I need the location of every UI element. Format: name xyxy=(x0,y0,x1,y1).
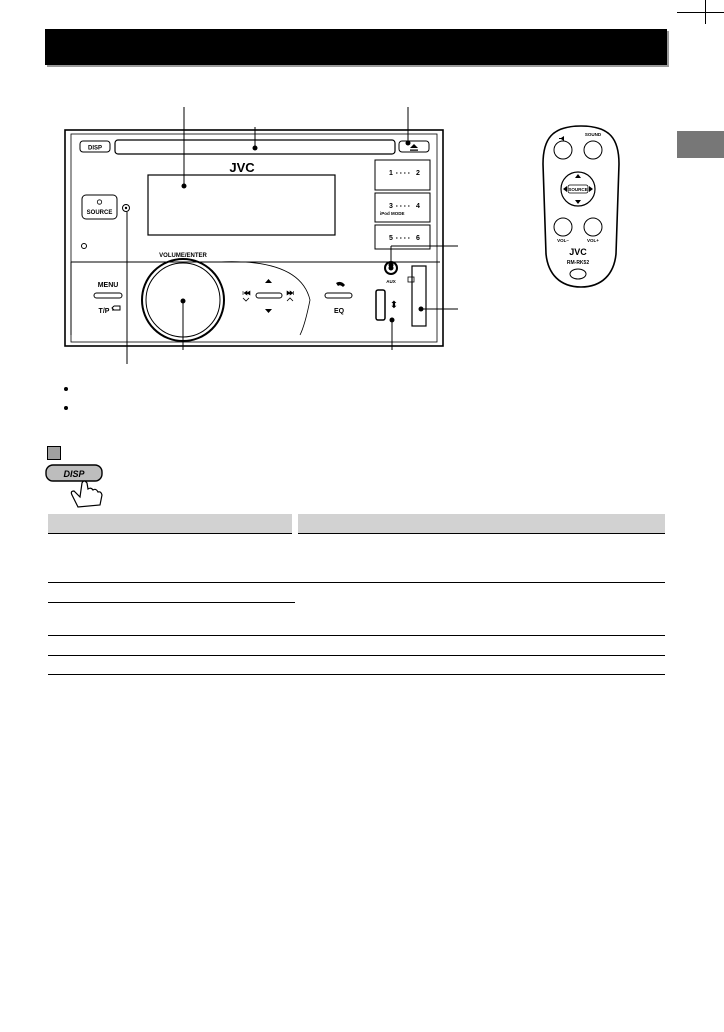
remote-controller xyxy=(540,124,622,290)
table-row xyxy=(48,656,665,675)
table-cell xyxy=(48,603,295,636)
sd-card-slot xyxy=(412,266,426,326)
nav-center-button xyxy=(256,293,282,298)
pointing-hand-icon xyxy=(71,481,102,507)
table-cell xyxy=(48,636,295,656)
preset-label-2: 2 xyxy=(416,170,420,177)
preset-label-5: 5 xyxy=(389,235,393,242)
table-cell xyxy=(48,583,295,603)
remote-source-label: SOURCE xyxy=(568,187,588,192)
sound-button xyxy=(584,141,602,159)
sd-icon xyxy=(408,277,414,282)
mute-button xyxy=(554,141,572,159)
remote-model: RM-RK52 xyxy=(566,260,590,266)
tp-button-label: T/P xyxy=(98,308,110,315)
preset-button-5-6 xyxy=(375,225,430,249)
disp-button-label: DISP xyxy=(87,145,103,152)
power-icon xyxy=(97,200,101,204)
reset-hole xyxy=(82,244,87,249)
eq-button xyxy=(325,293,352,298)
remote-bottom-button xyxy=(570,269,586,279)
up-arrow-icon xyxy=(265,279,272,283)
phone-icon xyxy=(336,282,345,287)
table-header-row xyxy=(48,514,665,534)
table-cell xyxy=(295,656,665,675)
jvc-logo: JVC xyxy=(229,160,255,175)
table-cell xyxy=(295,583,665,636)
skip-back-icon xyxy=(243,291,250,295)
table-row xyxy=(48,534,665,583)
display-info-table xyxy=(48,514,665,675)
volume-enter-label: VOLUME/ENTER xyxy=(159,253,207,259)
menu-button-label: MENU xyxy=(97,282,119,289)
vol-minus-label: VOL– xyxy=(557,238,569,243)
vol-plus-label: VOL+ xyxy=(587,238,599,243)
bullet-1 xyxy=(64,387,68,391)
disp-key-label: DISP xyxy=(63,469,85,479)
table-header-2 xyxy=(295,514,665,534)
eject-icon xyxy=(410,144,418,151)
table-cell xyxy=(295,534,665,583)
disp-press-icon xyxy=(42,461,112,511)
usb-icon: ⬍ xyxy=(389,300,399,311)
preset-label-4: 4 xyxy=(416,203,420,210)
usb-port xyxy=(376,290,385,320)
vol-plus-button xyxy=(584,218,602,236)
vol-minus-button xyxy=(554,218,572,236)
aux-label: AUX xyxy=(386,279,396,284)
preset-label-3: 3 xyxy=(389,203,393,210)
eq-button-label: EQ xyxy=(333,308,345,315)
preset-label-6: 6 xyxy=(416,235,420,242)
preset-label-1: 1 xyxy=(389,170,393,177)
preset-button-1-2 xyxy=(375,160,430,190)
down-chevron-icon xyxy=(243,298,249,301)
ipod-mode-label: iPod MODE xyxy=(380,211,405,216)
table-row xyxy=(48,583,665,603)
table-cell xyxy=(295,636,665,656)
preset-button-3-4 xyxy=(375,193,430,222)
sound-label: SOUND xyxy=(584,132,602,137)
up-chevron-icon xyxy=(287,298,293,301)
back-icon xyxy=(112,306,120,310)
subsection-marker xyxy=(47,446,61,460)
table-cell xyxy=(48,534,295,583)
display-window xyxy=(148,175,335,235)
skip-forward-icon xyxy=(287,291,294,295)
remote-brand: JVC xyxy=(569,247,587,257)
bullet-2 xyxy=(64,406,68,410)
table-header-1 xyxy=(48,514,295,534)
menu-button xyxy=(94,293,122,298)
mute-icon xyxy=(559,136,564,141)
source-button-label: SOURCE xyxy=(86,210,113,216)
table-cell xyxy=(48,656,295,675)
table-row xyxy=(48,636,665,656)
down-arrow-icon xyxy=(265,309,272,313)
